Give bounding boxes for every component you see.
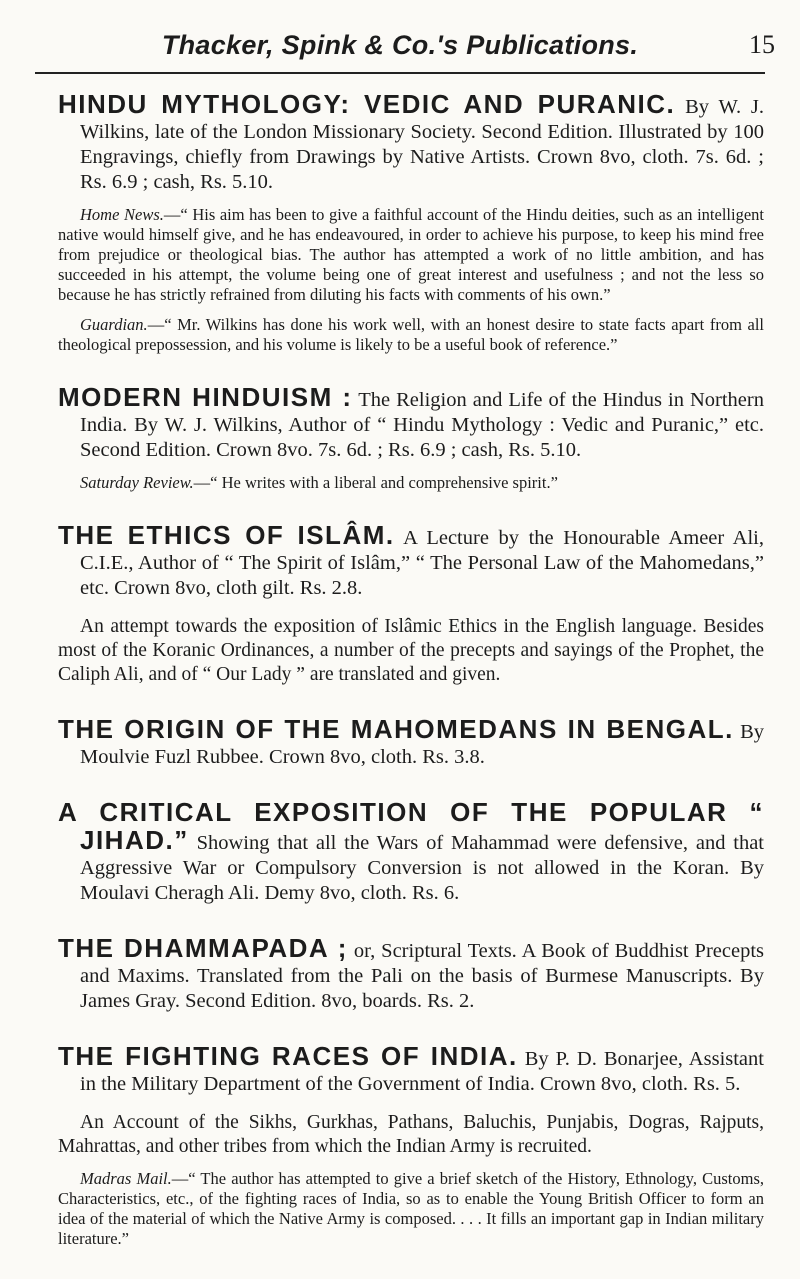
review-source: Madras Mail. [80,1169,172,1188]
review-source: Saturday Review. [80,473,194,492]
page-number: 15 [749,30,775,59]
entry-heading [58,89,765,195]
review-quote [58,1169,764,1249]
book-description: An Account of the Sikhs, Gurkhas, Pathans, Baluchis, Punjabis, Dogras, Rajputs, Mahrattas, and other tribes from which the Indian Army is recruited. [58,1112,764,1157]
entry-heading [58,1041,764,1097]
running-header: Thacker, Spink & Co.'s Publications. [161,30,639,60]
review-source: Guardian. [80,315,148,334]
book-details: or, Scriptural Texts. A Book of Buddhist Precepts and Maxims. Translated from the Pali on the basis of Burmese Manuscripts. By James Gray. Second Edition. 8vo, boards. Rs. 2. [80,940,764,1012]
book-entry [58,714,764,770]
book-entry [58,1041,764,1249]
book-entry [58,520,765,687]
review-quote [58,315,764,355]
book-details: By Moulvie Fuzl Rubbee. Crown 8vo, cloth. Rs. 3.8. [80,721,764,768]
book-entry [58,382,764,493]
entry-heading [58,797,765,906]
book-description: An attempt towards the exposition of Islâmic Ethics in the English language. Besides most of the Koranic Ordinances, a number of the precepts and sayings of the Prophet, the Caliph Ali, and of “ Our Lady ” are translated and given. [58,616,764,685]
review-quote [58,205,764,305]
book-details: Showing that all the Wars of Mahammad were defensive, and that Aggressive War or Compulsory Conversion is not allowed in the Koran. By Moulavi Cheragh Ali. Demy 8vo, cloth. Rs. 6. [80,832,765,904]
entry-heading [58,382,764,463]
entry-heading [58,714,764,770]
book-title: THE DHAMMAPADA ; [58,933,348,963]
book-details: A Lecture by the Honourable Ameer Ali, C.I.E., Author of “ The Spirit of Islâm,” “ The Personal Law of the Mahomedans,” etc. Crown 8vo, cloth gilt. Rs. 2.8. [80,527,765,599]
book-title: THE ETHICS OF ISLÂM. [58,520,395,550]
review-text: —“ Mr. Wilkins has done his work well, with an honest desire to state facts apart from all theological prepossession, and his volume is likely to be a useful book of reference.” [58,315,764,354]
book-entry [58,933,764,1014]
book-entry [58,89,765,355]
book-details: By P. D. Bonarjee, Assistant in the Military Department of the Government of India. Crown 8vo, cloth. Rs. 5. [80,1048,764,1095]
review-source: Home News. [80,205,164,224]
header-rule [35,72,765,74]
review-quote [58,473,764,493]
book-title: THE ORIGIN OF THE MAHOMEDANS IN BENGAL. [58,714,734,744]
review-text: —“ His aim has been to give a faithful account of the Hindu deities, such as an intelligent native would himself give, and he has endeavoured, in order to achieve his purpose, to keep his mind free from prejudice or theological bias. The author has attempted a work of no little ambition, and has succeeded in his attempt, the volume being one of great interest and usefulness ; and not the less so because he has strictly refrained from diluting his facts with comments of his own.” [58,205,764,304]
review-text: —“ The author has attempted to give a brief sketch of the History, Ethnology, Customs, Characteristics, etc., of the fighting races of India, so as to enable the Young British Officer to form an idea of the material of which the Native Army is composed. . . . It fills an important gap in Indian military literature.” [58,1169,764,1248]
catalogue-listing [58,89,765,1279]
book-details: By W. J. Wilkins, late of the London Missionary Society. Second Edition. Illustrated by 100 Engravings, chiefly from Drawings by Native Artists. Crown 8vo, cloth. 7s. 6d. ; Rs. 6.9 ; cash, Rs. 5.10. [80,96,765,193]
review-text: —“ He writes with a liberal and comprehensive spirit.” [193,473,558,492]
book-details: The Religion and Life of the Hindus in Northern India. By W. J. Wilkins, Author of “ Hindu Mythology : Vedic and Puranic,” etc. Second Edition. Crown 8vo. 7s. 6d. ; Rs. 6.9 ; cash, Rs. 5.10. [80,389,764,461]
book-title: HINDU MYTHOLOGY: VEDIC AND PURANIC. [58,89,676,119]
entry-heading [58,933,764,1014]
book-title: A CRITICAL EXPOSITION OF THE POPULAR “ JIHAD.” [58,797,764,855]
book-title: MODERN HINDUISM : [58,382,353,412]
book-title: THE FIGHTING RACES OF INDIA. [58,1041,518,1071]
book-entry [58,797,765,906]
entry-heading [58,520,765,601]
